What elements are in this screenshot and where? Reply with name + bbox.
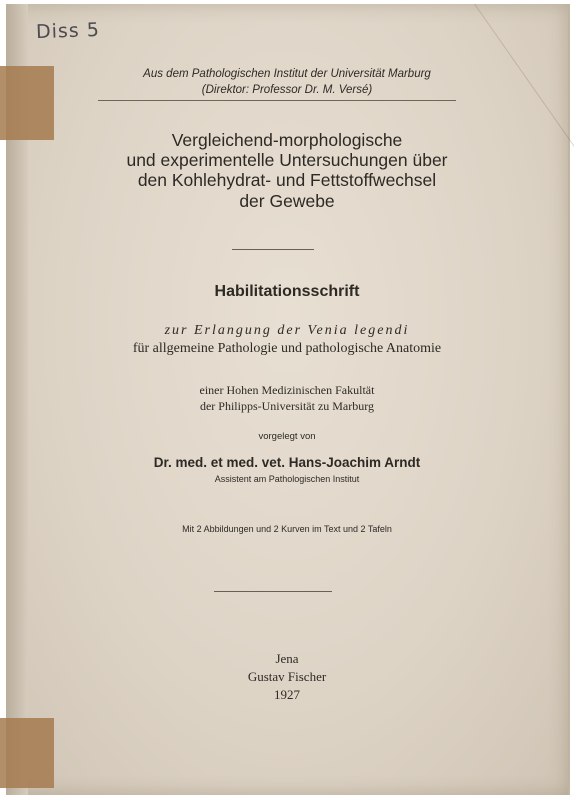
director-line: (Direktor: Professor Dr. M. Versé)	[201, 84, 373, 96]
title-line-1: Vergleichend-morphologische	[171, 130, 403, 150]
title-line-2: und experimentelle Untersuchungen über	[126, 150, 448, 170]
header-rule	[98, 100, 456, 101]
imprint-publisher: Gustav Fischer	[247, 669, 327, 684]
imprint-city: Jena	[275, 651, 299, 666]
imprint-year: 1927	[274, 687, 300, 702]
title-line-3: den Kohlehydrat- und Fettstoffwechsel	[137, 170, 437, 190]
faculty-line-2: der Philipps-Universität zu Marburg	[199, 399, 375, 413]
illustrations-note: Mit 2 Abbildungen und 2 Kurven im Text und 2 Tafeln	[182, 524, 392, 534]
faculty-line-1: einer Hohen Medizinischen Fakultät	[199, 383, 375, 397]
title-line-4: der Gewebe	[239, 191, 335, 211]
field-line: für allgemeine Pathologie und pathologische Anatomie	[132, 341, 442, 356]
title-separator	[232, 249, 314, 250]
habilitation-label: Habilitationsschrift	[214, 283, 360, 300]
author-name: Dr. med. et med. vet. Hans-Joachim Arndt	[153, 455, 421, 470]
pencil-annotation: Diss 5	[35, 18, 101, 44]
author-position: Assistent am Pathologischen Institut	[214, 474, 360, 484]
purpose-line: zur Erlangung der Venia legendi	[164, 323, 410, 338]
institute-line: Aus dem Pathologischen Institut der Universität Marburg	[143, 68, 431, 80]
binding-tape-bottom	[0, 718, 54, 788]
presented-by-line: vorgelegt von	[258, 431, 316, 442]
imprint-separator	[214, 591, 332, 592]
